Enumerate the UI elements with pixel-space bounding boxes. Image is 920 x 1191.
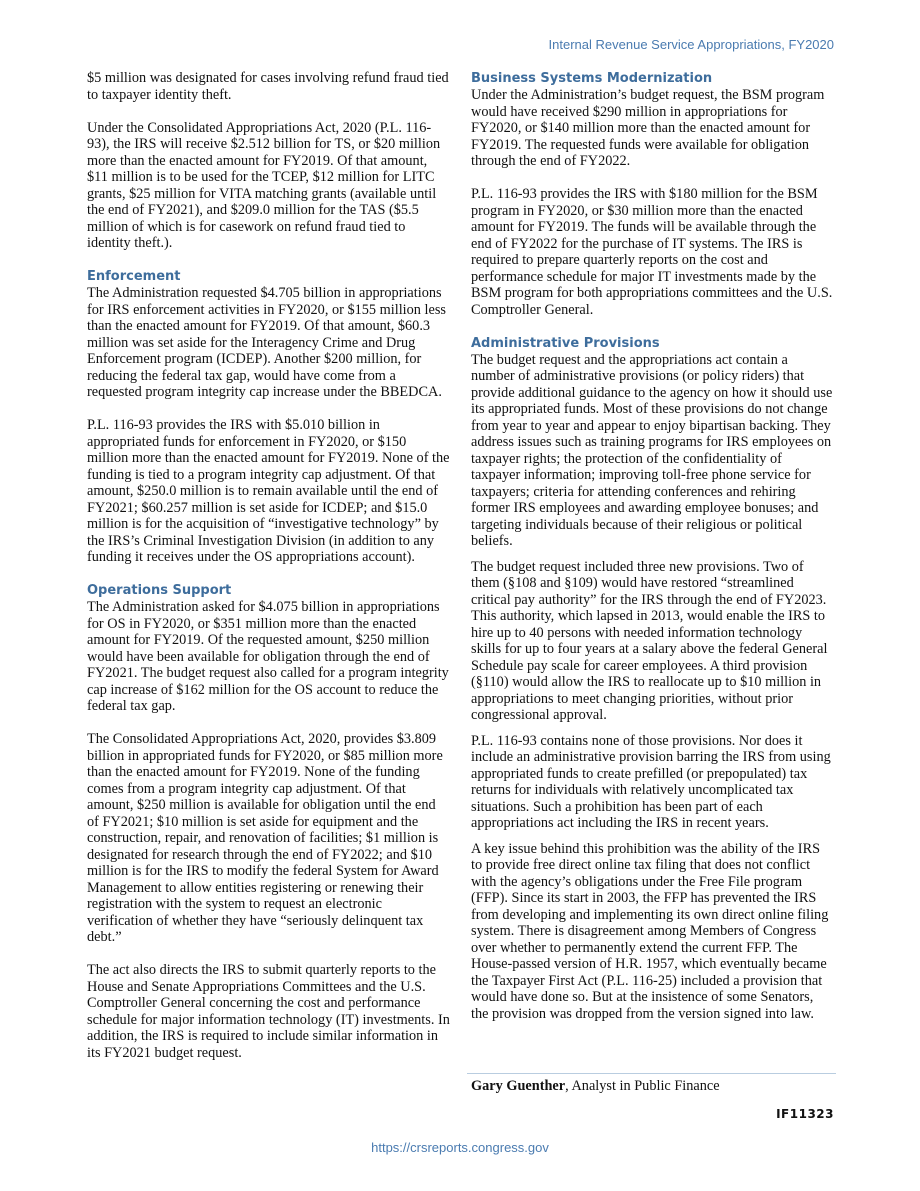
author-line — [471, 1078, 720, 1095]
paragraph: The Administration requested $4.705 billion in appropriations for IRS enforcement activities in FY2020, or $155 million less than the enacted amount for FY2019. Of that amount, $60.3 million was set aside for the Interagency Crime and Drug Enforcement program (ICDEP). Another $200 million, for reducing the federal tax gap, would have come from a requested program integrity cap increase under the BBEDCA. — [87, 285, 446, 400]
paragraph: P.L. 116-93 contains none of those provisions. Nor does it include an administrative provision barring the IRS from using appropriated funds to create prefilled (or prepopulated) tax returns for individuals with relatively uncomplicated tax situations. Such a prohibition has been part of each appropriations act including the IRS in recent years. — [471, 732, 831, 831]
paragraph: Under the Administration’s budget request, the BSM program would have received $290 million in appropriations for FY2020, or $140 million more than the enacted amount for FY2019. The requested funds were available for obligation through the end of FY2022. — [471, 87, 825, 169]
paragraph: The Administration asked for $4.075 billion in appropriations for OS in FY2020, or $351 million more than the enacted amount for FY2019. Of the requested amount, $250 million would have been available for obligation through the end of FY2021. The budget request also called for a program integrity cap increase of $162 million for the OS account to reduce the federal tax gap. — [87, 599, 449, 714]
paragraph: The budget request included three new provisions. Two of them (§108 and §109) would have restored “streamlined critical pay authority” for the IRS through the end of FY2023. This authority, which lapsed in 2013, would enable the IRS to hire up to 40 persons with needed information technology skills for up to four years at a salary above the federal General Schedule pay scale for career employees. A third provision (§110) would allow the IRS to reallocate up to $10 million in appropriations to meet changing priorities, without prior congressional approval. — [471, 558, 828, 723]
section-heading-administrative-provisions: Administrative Provisions — [471, 335, 660, 351]
author-divider — [467, 1073, 836, 1074]
section-heading-bsm: Business Systems Modernization — [471, 71, 713, 86]
paragraph: Under the Consolidated Appropriations Act, 2020 (P.L. 116-93), the IRS will receive $2.512 billion for TS, or $20 million more than the enacted amount for FY2019. Of that amount, $11 million is to be used for the TCEP, $12 million for LITC grants, $25 million for VITA matching grants (available until the end of FY2021), and $209.0 million for the TAS ($5.5 million of which is for casework on refund fraud tied to identity theft.). — [87, 119, 441, 251]
section-heading-operations-support: Operations Support — [87, 583, 232, 598]
paragraph: The budget request and the appropriations act contain a number of administrative provisions (or policy riders) that provide additional guidance to the agency on how it should use its appropriated funds. Most of these provisions do not change from year to year and appear to enjoy bipartisan backing. They address issues such as training programs for IRS employees on taxpayer rights; the protection of the confidentiality of taxpayer information; improving toll-free phone service for taxpayers; criteria for attending conferences and rehiring former IRS employees and awarding employee bonuses; and targeting individuals because of their religious or political beliefs. — [471, 351, 833, 549]
footer-link[interactable]: https://crsreports.congress.gov — [371, 1140, 549, 1155]
paragraph: The Consolidated Appropriations Act, 2020, provides $3.809 billion in appropriated funds for FY2020, or $85 million more than the enacted amount for FY2019. None of the funding comes from a program integrity cap adjustment. Of that amount, $250 million is available for obligation until the end of FY2021; $10 million is set aside for equipment and the construction, repair, and renovation of facilities; $1 million is designated for research through the end of FY2022; and $10 million is for the IRS to modify the federal System for Award Management to allow entities registering or renewing their registration with the system to request an electronic verification of whether they have “seriously delinquent tax debt.” — [87, 731, 443, 945]
paragraph: P.L. 116-93 provides the IRS with $180 million for the BSM program in FY2020, or $30 million more than the enacted amount for FY2019. The funds will be available through the end of FY2022 for the purchase of IT systems. The IRS is required to prepare quarterly reports on the cost and performance schedule for major IT investments made by the BSM program for both appropriations committees and the U.S. Comptroller General. — [471, 186, 833, 318]
left-column — [87, 70, 450, 1078]
report-number: IF11323 — [776, 1107, 834, 1121]
section-heading-enforcement: Enforcement — [87, 269, 181, 284]
paragraph: $5 million was designated for cases involving refund fraud tied to taxpayer identity theft. — [87, 70, 449, 103]
running-title: Internal Revenue Service Appropriations, FY2020 — [548, 37, 834, 52]
paragraph: The act also directs the IRS to submit quarterly reports to the House and Senate Appropriations Committees and the U.S. Comptroller General concerning the cost and performance schedule for major information technology (IT) investments. In addition, the IRS is required to include similar information in its FY2021 budget request. — [87, 962, 450, 1061]
author-title: , Analyst in Public Finance — [565, 1078, 720, 1094]
right-column — [471, 70, 834, 1031]
paragraph: A key issue behind this prohibition was the ability of the IRS to provide free direct online tax filing that does not conflict with the agency’s obligations under the Free File program (FFP). Since its start in 2003, the FFP has prevented the IRS from developing and implementing its own direct online filing system. There is disagreement among Members of Congress over whether to permanently extend the current FFP. The House-passed version of H.R. 1957, which eventually became the Taxpayer First Act (P.L. 116-25) included a provision that would have done so. But at the insistence of some Senators, the provision was dropped from the version signed into law. — [471, 840, 829, 1022]
author-name: Gary Guenther — [471, 1078, 566, 1094]
paragraph: P.L. 116-93 provides the IRS with $5.010 billion in appropriated funds for enforcement in FY2020, or $150 million more than the enacted amount for FY2019. None of the funding is tied to a program integrity cap adjustment. Of that amount, $250.0 million is to remain available until the end of FY2021; $60.257 million is set aside for ICDEP; and $15.0 million is for the acquisition of “investigative technology” by the IRS’s Criminal Investigation Division (in addition to any funding it receives under the OS appropriations account). — [87, 417, 450, 565]
